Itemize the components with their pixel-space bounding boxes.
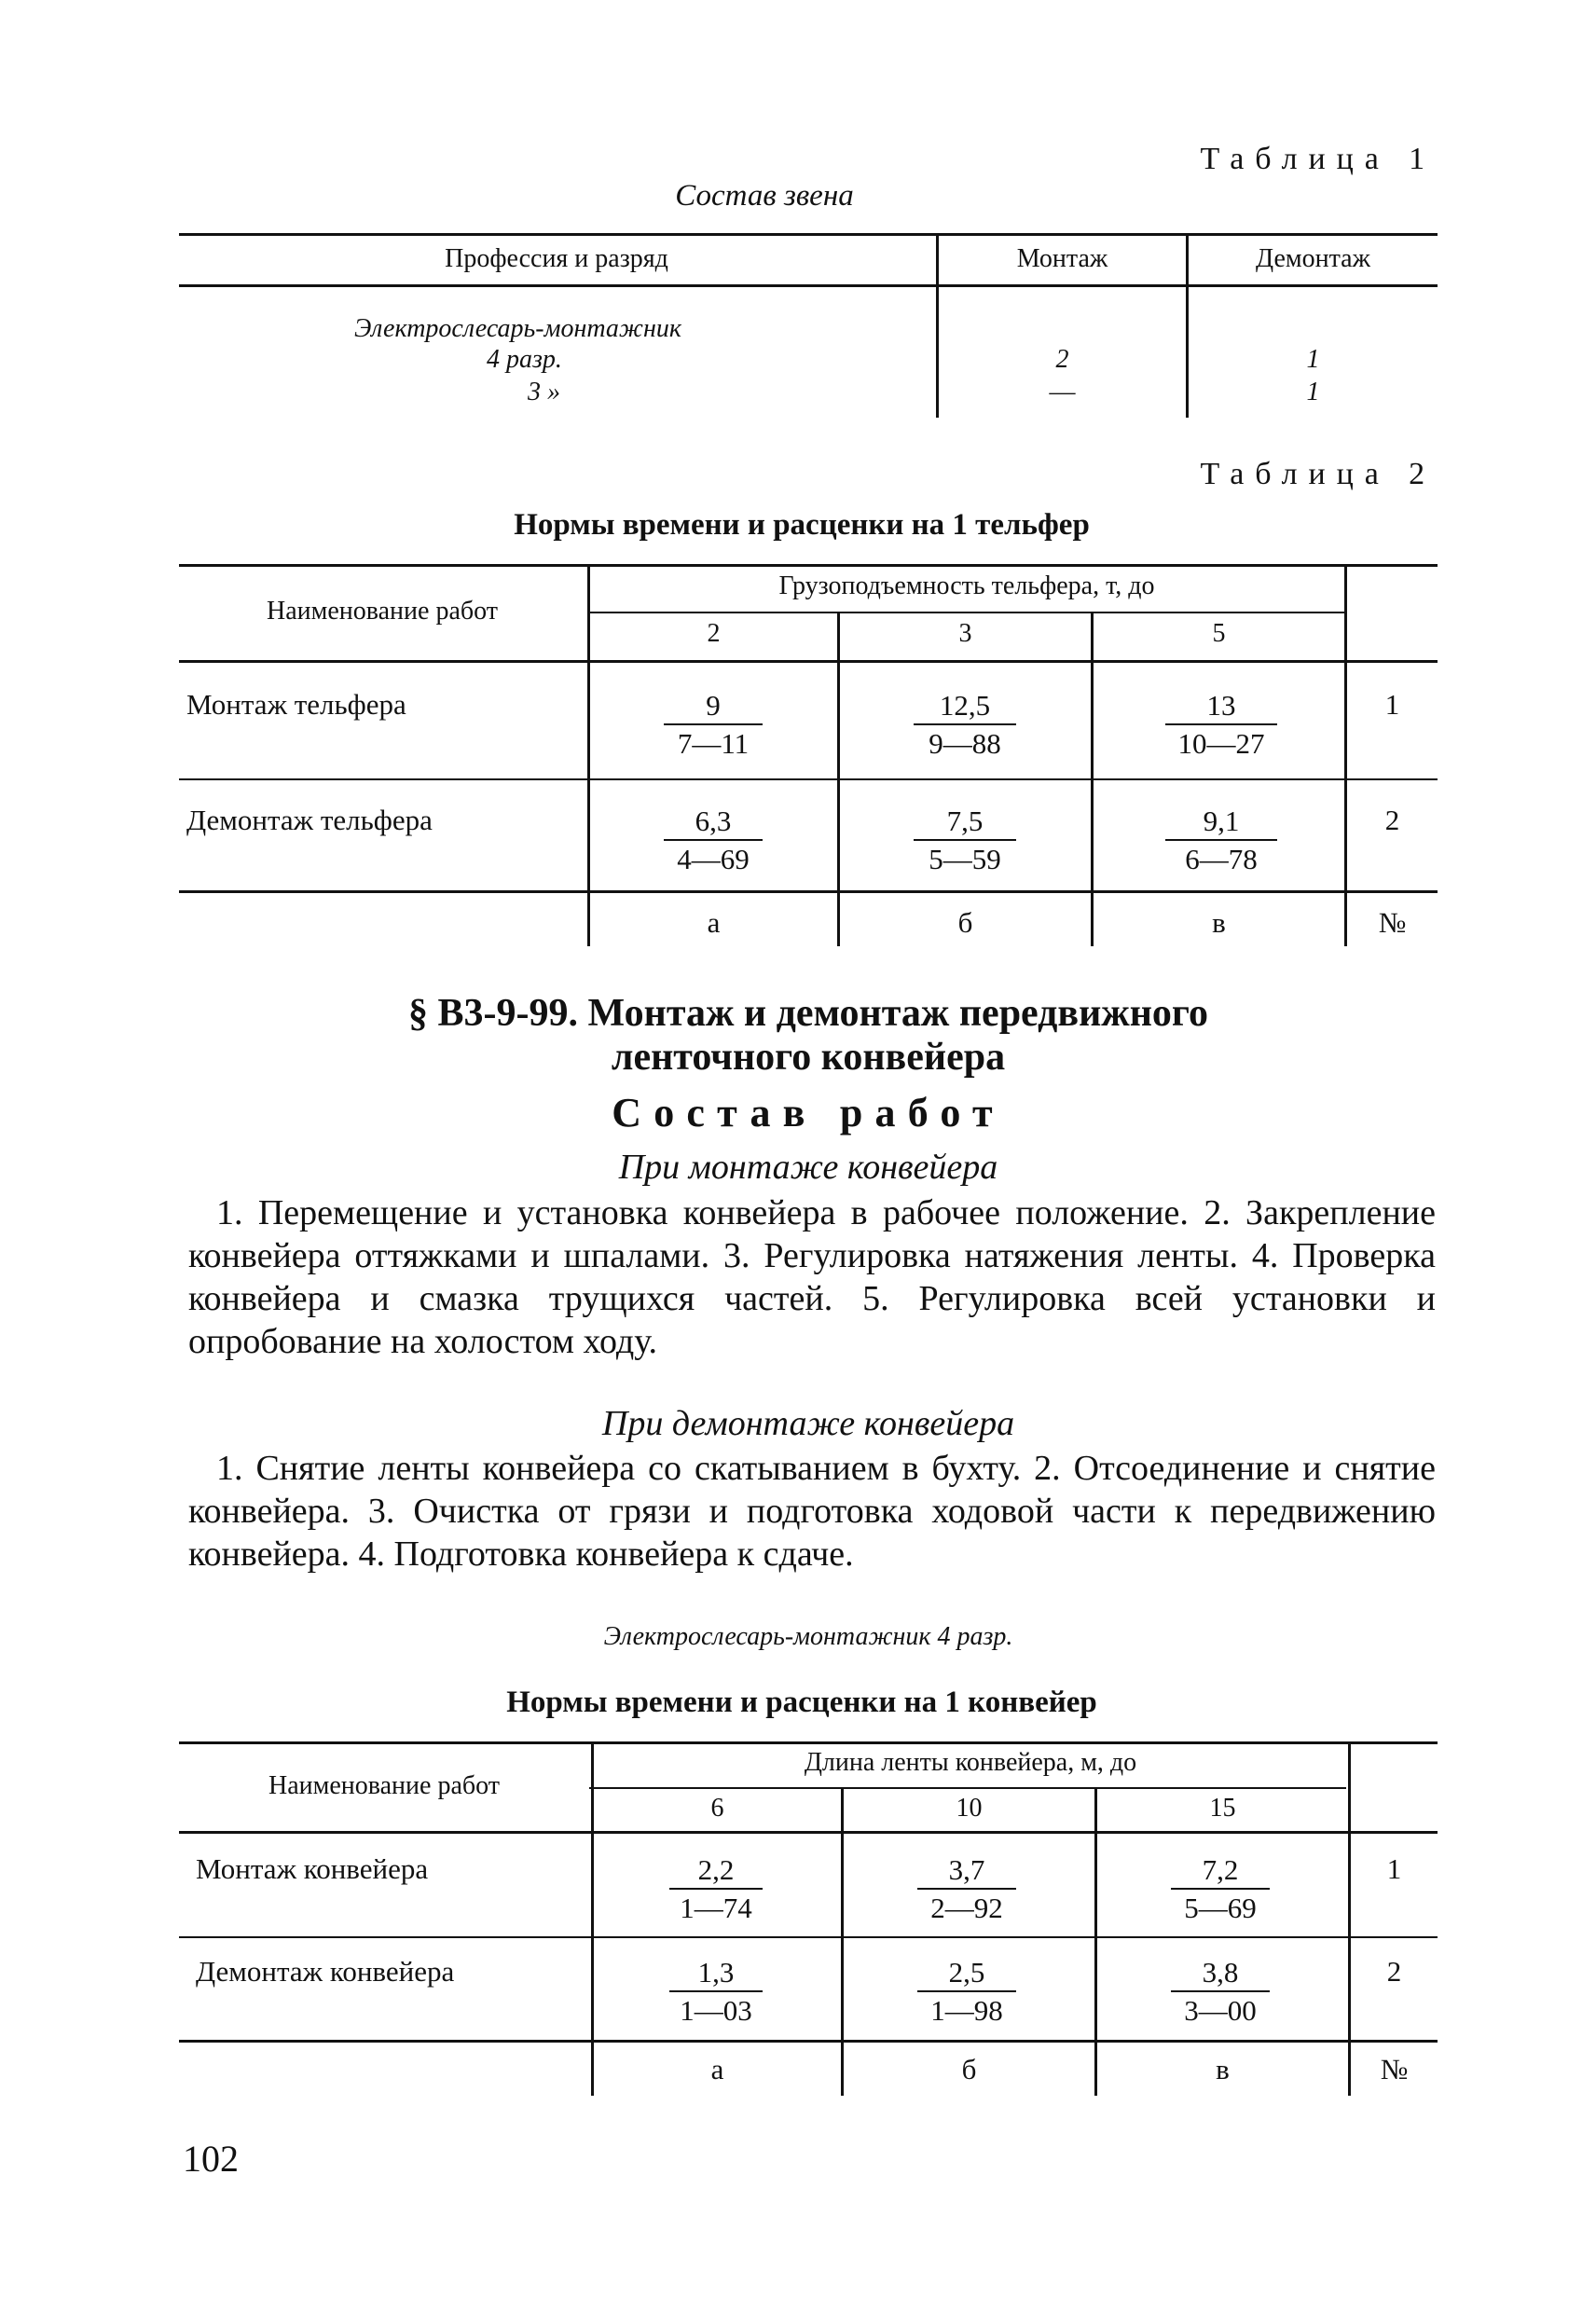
table3-row2-val-c <box>1171 1955 1270 2030</box>
table3-row2-b-rate: 1—98 <box>930 1994 1003 2027</box>
table2-row2-c-rate: 6—78 <box>1185 843 1258 875</box>
table2-row1-a-rate: 7—11 <box>677 727 750 760</box>
table3-row2-val-a <box>669 1955 763 2030</box>
table3-row1-b-norm: 3,7 <box>917 1852 1016 1890</box>
table3-row2-a-rate: 1—03 <box>680 1994 752 2027</box>
table2-vline-2 <box>837 612 840 946</box>
table2-col-name: Наименование работ <box>267 597 498 626</box>
table3-row2-name: Демонтаж конвейера <box>196 1955 455 1988</box>
table1-grade-4: 4 разр. <box>487 345 562 374</box>
table3-row2-b-norm: 2,5 <box>917 1955 1016 1992</box>
section-title-line2: ленточного конвейера <box>611 1036 1006 1079</box>
mount-heading: При монтаже конвейера <box>618 1148 998 1187</box>
table3-row1-a-norm: 2,2 <box>669 1852 763 1890</box>
table3-group-header: Длина ленты конвейера, м, до <box>804 1748 1137 1777</box>
table2-row-rule <box>179 778 1438 780</box>
table3-footer-num: № <box>1380 2053 1409 2085</box>
table3-footer-c: в <box>1216 2053 1230 2085</box>
table1-header-mount: Монтаж <box>1016 244 1108 273</box>
table1-grade-3: 3 » <box>528 378 560 406</box>
table1-mount-4: 2 <box>1055 345 1069 374</box>
table3-subcol-3: 15 <box>1209 1794 1236 1823</box>
table2-row1-num: 1 <box>1384 688 1400 721</box>
table2-row2-a-norm: 6,3 <box>664 804 763 841</box>
table2-footer-b: б <box>957 906 973 939</box>
table3-subcol-1: 6 <box>710 1794 724 1823</box>
table2-vline-3 <box>1091 612 1094 946</box>
table3-row1-num: 1 <box>1386 1852 1402 1885</box>
table2-row1-b-norm: 12,5 <box>914 688 1016 725</box>
table3-vline-4 <box>1348 1741 1351 2096</box>
table1-caption: Состав звена <box>675 179 854 213</box>
table3-row1-name: Монтаж конвейера <box>196 1852 429 1885</box>
table3-row1-c-norm: 7,2 <box>1171 1852 1270 1890</box>
table1-top-rule <box>179 233 1438 236</box>
table2-footer-num: № <box>1378 906 1407 939</box>
table2-header-rule <box>179 660 1438 663</box>
table1-dismount-3: 1 <box>1306 378 1320 406</box>
table3-vline-3 <box>1094 1787 1097 2096</box>
table1-header-dismount: Демонтаж <box>1256 244 1370 273</box>
table2-row1-a-norm: 9 <box>664 688 763 725</box>
table2-row1-b-rate: 9—88 <box>929 727 1001 760</box>
table2-row1-name: Монтаж тельфера <box>186 688 406 721</box>
table1-label: Таблица 1 <box>1200 142 1436 176</box>
table3-row1-val-a <box>669 1852 763 1927</box>
table2-subcol-1: 2 <box>707 619 721 648</box>
dismount-paragraph: 1. Снятие ленты конвейера со скатыванием в бухту. 2. Отсоединение и снятие конвейера. 3. Очистка от грязи и подготовка ходовой части к передвижению конвейера. 4. Подготовка конвейера к сдаче. <box>188 1449 1436 1574</box>
table3-row2-num: 2 <box>1386 1955 1402 1988</box>
table2-row2-val-b <box>914 804 1016 878</box>
table3-bottom-rule <box>179 2040 1438 2043</box>
table2-row2-name: Демонтаж тельфера <box>186 804 433 836</box>
table2-row1-val-a <box>664 688 763 763</box>
table3-caption: Нормы времени и расценки на 1 конвейер <box>506 1686 1097 1719</box>
table2-caption: Нормы времени и расценки на 1 тельфер <box>514 508 1090 542</box>
table2-group-header: Грузоподъемность тельфера, т, до <box>778 571 1155 600</box>
table2-group-rule <box>589 612 1346 613</box>
table2-row1-val-b <box>914 688 1016 763</box>
table1-header-rule <box>179 284 1438 287</box>
table3-vline-2 <box>841 1787 844 2096</box>
table3-row1-val-c <box>1171 1852 1270 1927</box>
table3-col-name: Наименование работ <box>268 1771 500 1800</box>
table2-row2-b-rate: 5—59 <box>929 843 1001 875</box>
table2-subcol-2: 3 <box>958 619 972 648</box>
table3-row1-b-rate: 2—92 <box>930 1892 1003 1924</box>
table2-footer-a: а <box>707 906 721 939</box>
table2-row2-a-rate: 4—69 <box>677 843 750 875</box>
section-title-line1: § В3-9-99. Монтаж и демонтаж передвижного <box>408 992 1208 1035</box>
table3-subcol-2: 10 <box>956 1794 983 1823</box>
table2-vline-4 <box>1344 564 1347 946</box>
table3-header-rule <box>179 1831 1438 1834</box>
table3-row2-val-b <box>917 1955 1016 2030</box>
table1-dismount-4: 1 <box>1306 345 1320 374</box>
page-number: 102 <box>183 2138 239 2180</box>
table2-row2-val-c <box>1165 804 1277 878</box>
table3-row-rule <box>179 1936 1438 1938</box>
table2-label: Таблица 2 <box>1200 457 1436 491</box>
table2-row2-val-a <box>664 804 763 878</box>
table3-row1-a-rate: 1—74 <box>680 1892 752 1924</box>
table1-profession: Электрослесарь-монтажник <box>354 314 681 343</box>
table2-row2-num: 2 <box>1384 804 1400 836</box>
table3-row1-val-b <box>917 1852 1016 1927</box>
table3-footer-b: б <box>961 2053 977 2085</box>
table2-subcol-3: 5 <box>1212 619 1226 648</box>
table3-row2-c-norm: 3,8 <box>1171 1955 1270 1992</box>
dismount-heading: При демонтаже конвейера <box>601 1404 1015 1443</box>
table2-row1-val-c <box>1165 688 1277 763</box>
table2-footer-c: в <box>1212 906 1226 939</box>
section-subtitle: Состав работ <box>612 1090 1005 1135</box>
table2-bottom-rule <box>179 890 1438 893</box>
table1-mount-3: — <box>1049 378 1076 406</box>
table3-row2-c-rate: 3—00 <box>1184 1994 1257 2027</box>
table1-header-profession: Профессия и разряд <box>445 244 668 273</box>
mount-paragraph: 1. Перемещение и установка конвейера в рабочее положение. 2. Закрепление конвейера оттяжками и шпалами. 3. Регулировка натяжения ленты. 4. Проверка конвейера и смазка трущихся частей. 5. Регулировка всей установки и опробование на холостом ходу. <box>188 1193 1436 1361</box>
table2-row2-b-norm: 7,5 <box>914 804 1016 841</box>
worker-note: Электрослесарь-монтажник 4 разр. <box>603 1622 1013 1651</box>
table2-row1-c-rate: 10—27 <box>1177 727 1265 760</box>
table3-footer-a: а <box>710 2053 724 2085</box>
table3-row2-a-norm: 1,3 <box>669 1955 763 1992</box>
table3-top-rule <box>179 1741 1438 1744</box>
table3-group-rule <box>589 1787 1346 1789</box>
table2-top-rule <box>179 564 1438 567</box>
table2-row2-c-norm: 9,1 <box>1165 804 1277 841</box>
table2-row1-c-norm: 13 <box>1165 688 1277 725</box>
table3-row1-c-rate: 5—69 <box>1184 1892 1257 1924</box>
